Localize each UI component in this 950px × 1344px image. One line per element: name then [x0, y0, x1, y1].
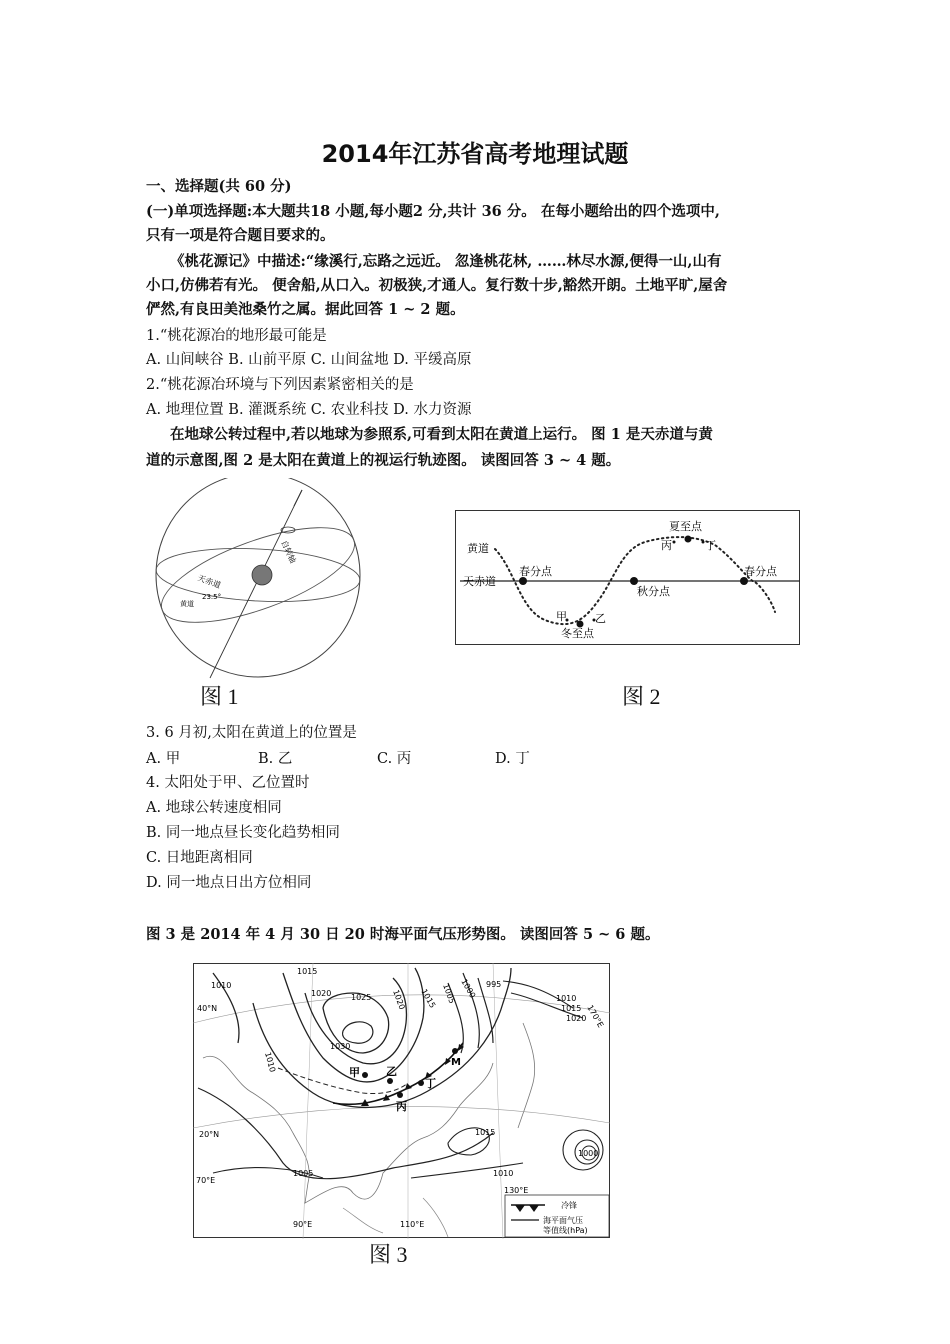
- lon-label: 70°E: [196, 1176, 216, 1185]
- fig2-spring1-label: 春分点: [519, 565, 552, 578]
- isobar-label: 1000: [459, 977, 478, 1000]
- q4-option-c: C. 日地距离相同: [146, 850, 253, 866]
- fig3-point-yi: 乙: [386, 1065, 397, 1078]
- q3-option-d: D. 丁: [495, 751, 530, 767]
- lon-label: 110°E: [400, 1220, 425, 1229]
- q3-option-b: B. 乙: [258, 751, 293, 767]
- page-title: 2014年江苏省高考地理试题: [321, 140, 629, 168]
- passage1-line1: 《桃花源记》中描述:“缘溪行,忘路之远近。 忽逢桃花林, ……林尽水源,便得一山,山有: [170, 253, 722, 270]
- isobar-label: 1020: [566, 1014, 587, 1023]
- passage1-line3: 俨然,有良田美池桑竹之属。据此回答 1 ~ 2 题。: [146, 301, 465, 318]
- legend-isobar-1: 海平面气压: [543, 1216, 583, 1225]
- fig1-angle-label: 23.5°: [202, 593, 222, 601]
- passage2-line1: 在地球公转过程中,若以地球为参照系,可看到太阳在黄道上运行。 图 1 是天赤道与黄: [170, 426, 713, 443]
- fig2-yi-label: 乙: [595, 612, 606, 625]
- isobar-label: 1015: [475, 1128, 496, 1137]
- legend-front: 冷锋: [561, 1201, 577, 1210]
- q4-option-b: B. 同一地点昼长变化趋势相同: [146, 825, 340, 841]
- q2-options: A. 地理位置 B. 灌溉系统 C. 农业科技 D. 水力资源: [146, 402, 472, 418]
- isobar-label: 1020: [311, 989, 332, 998]
- figure-3-pressure-map: [193, 963, 611, 1239]
- figure-3-caption: 图 3: [369, 1242, 408, 1267]
- isobar-label: 1010: [556, 994, 577, 1003]
- fig2-ecliptic-label: 黄道: [467, 542, 489, 555]
- passage2-line2: 道的示意图,图 2 是太阳在黄道上的视运行轨迹图。 读图回答 3 ~ 4 题。: [146, 452, 621, 469]
- isobar-label: 1025: [351, 993, 372, 1002]
- q1-options: A. 山间峡谷 B. 山前平原 C. 山间盆地 D. 平缓高原: [146, 352, 472, 368]
- isobar-label: 1005: [293, 1169, 314, 1178]
- isobar-label: 1030: [330, 1042, 351, 1051]
- passage1-line2: 小口,仿佛若有光。 便舍船,从口入。初极狭,才通人。复行数十步,豁然开朗。土地平旷,屋舍: [146, 277, 728, 294]
- lon-label: 170°E: [585, 1003, 606, 1030]
- isobar-label: 995: [486, 980, 502, 989]
- q3-option-a: A. 甲: [146, 751, 181, 767]
- isobar-label: 1020: [391, 988, 407, 1011]
- q4-option-a: A. 地球公转速度相同: [146, 800, 282, 816]
- isobar-label: 1010: [263, 1051, 278, 1074]
- fig3-point-jia: 甲: [349, 1066, 360, 1079]
- fig2-summer-label: 夏至点: [669, 520, 702, 533]
- isobar-label: 1010: [211, 981, 232, 990]
- part-instructions-2: 只有一项是符合题目要求的。: [146, 227, 335, 244]
- q4-stem: 4. 太阳处于甲、乙位置时: [146, 775, 310, 791]
- fig1-ecliptic-label: 黄道: [180, 600, 194, 608]
- q3-option-c: C. 丙: [377, 751, 412, 767]
- lon-label: 90°E: [293, 1220, 313, 1229]
- fig2-bing-label: 丙: [661, 539, 672, 552]
- fig2-autumn-label: 秋分点: [637, 585, 670, 598]
- isobar-label: 1010: [493, 1169, 514, 1178]
- isobar-label: 1005: [441, 982, 457, 1005]
- q4-option-d: D. 同一地点日出方位相同: [146, 875, 312, 891]
- fig2-ding-label: 丁: [705, 539, 716, 552]
- fig1-equator-label: 天赤道: [196, 573, 222, 591]
- fig3-point-m: M: [451, 1057, 461, 1068]
- fig2-equator-label: 天赤道: [463, 575, 496, 588]
- q1-stem: 1.“桃花源冶的地形最可能是: [146, 328, 327, 344]
- fig2-jia-label: 甲: [556, 610, 567, 623]
- lon-label: 130°E: [504, 1186, 529, 1195]
- figure-2-caption: 图 2: [622, 684, 661, 709]
- figure-1-celestial-sphere: [150, 478, 370, 680]
- fig1-axis-label: 自转轴: [279, 539, 298, 565]
- isobar-label: 1015: [561, 1004, 582, 1013]
- figure-2-ecliptic-path: [455, 510, 801, 646]
- section-heading: 一、选择题(共 60 分): [146, 178, 292, 195]
- isobar-label: 1015: [419, 987, 438, 1010]
- lat-label: 40°N: [197, 1004, 218, 1013]
- q3-stem: 3. 6 月初,太阳在黄道上的位置是: [146, 725, 357, 741]
- q2-stem: 2.“桃花源冶环境与下列因素紧密相关的是: [146, 377, 414, 393]
- figure-1-caption: 图 1: [200, 684, 239, 709]
- isobar-label: 1000: [578, 1149, 599, 1158]
- passage3: 图 3 是 2014 年 4 月 30 日 20 时海平面气压形势图。 读图回答 5 ~ 6 题。: [146, 926, 660, 943]
- fig3-point-ding: 丁: [425, 1077, 436, 1090]
- fig3-point-bing: 丙: [396, 1100, 407, 1113]
- fig2-spring2-label: 春分点: [744, 565, 777, 578]
- fig2-winter-label: 冬至点: [561, 627, 594, 640]
- isobar-label: 1015: [297, 967, 318, 976]
- legend-isobar-2: 等值线(hPa): [543, 1226, 588, 1235]
- part-instructions-1: (一)单项选择题:本大题共18 小题,每小题2 分,共计 36 分。 在每小题给出的四个选项中,: [146, 203, 720, 220]
- lat-label: 20°N: [199, 1130, 220, 1139]
